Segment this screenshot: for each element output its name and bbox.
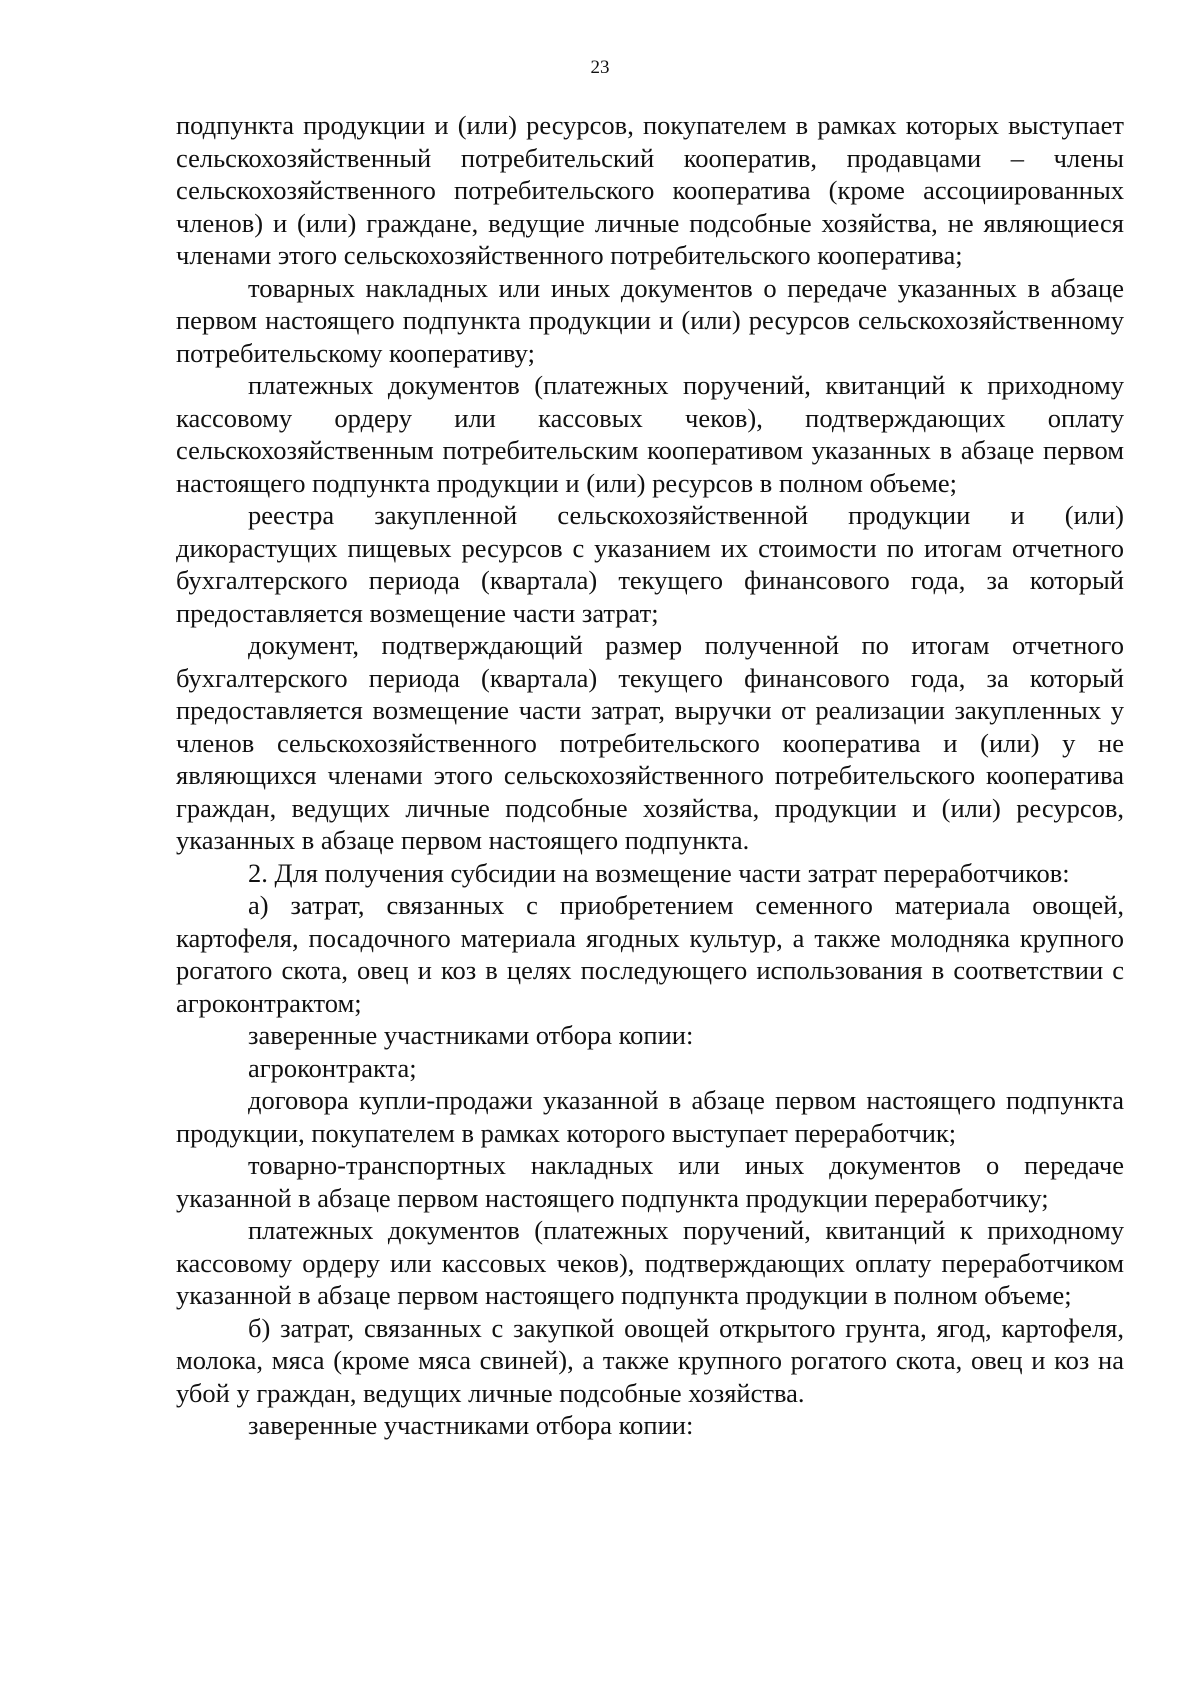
paragraph-certified-copies-2: заверенные участниками отбора копии:	[248, 1410, 694, 1440]
paragraph-sales-contract: договора купли-продажи указанной в абзаце первом настоящего подпункта продукции, покупателем в рамках которого выступает переработчик;	[176, 1085, 1124, 1148]
paragraph-revenue-document: документ, подтверждающий размер полученной по итогам отчетного бухгалтерского периода (квартала) текущего финансового года, за который предоставляется возмещение части затрат, выручки от реализации закупленных у членов сельскохозяйственного потребительского кооператива и (или) у не являющихся членами этого сельскохозяйственного потребительского кооператива граждан, ведущих личные подсобные хозяйства, продукции и (или) ресурсов, указанных в абзаце первом настоящего подпункта.	[176, 630, 1124, 855]
paragraph-transport-waybills: товарно-транспортных накладных или иных документов о передаче указанной в абзаце первом настоящего подпункта продукции переработчику;	[176, 1150, 1124, 1213]
paragraph-waybills: товарных накладных или иных документов о передаче указанных в абзаце первом настоящего подпункта продукции и (или) ресурсов сельскохозяйственному потребительскому кооперативу;	[176, 272, 1124, 368]
paragraph-agrocontract: агроконтракта;	[248, 1052, 417, 1083]
paragraph-item-b: б) затрат, связанных с закупкой овощей открытого грунта, ягод, картофеля, молока, мяса (кроме мяса свиней), а также крупного рогатого скота, овец и коз на убой у граждан, ведущих личные подсобные хозяйства.	[176, 1312, 1124, 1408]
paragraph-continuation: подпункта продукции и (или) ресурсов, покупателем в рамках которых выступает сельскохозяйственный потребительский кооператив, продавцами – члены сельскохозяйственного потребительского кооператива (кроме ассоциированных членов) и (или) граждане, ведущие личные подсобные хозяйства, не являющиеся членами этого сельскохозяйственного потребительского кооператива;	[176, 110, 1124, 270]
paragraph-item-a: а) затрат, связанных с приобретением семенного материала овощей, картофеля, посадочного материала ягодных культур, а также молодняка крупного рогатого скота, овец и коз в целях последующего использования в соответствии с агроконтрактом;	[176, 890, 1124, 1018]
paragraph-purchase-registry: реестра закупленной сельскохозяйственной продукции и (или) дикорастущих пищевых ресурсов с указанием их стоимости по итогам отчетного бухгалтерского периода (квартала) текущего финансового года, за который предоставляется возмещение части затрат;	[176, 500, 1124, 628]
document-body	[176, 109, 1124, 1442]
paragraph-payment-documents: платежных документов (платежных поручений, квитанций к приходному кассовому ордеру или кассовых чеков), подтверждающих оплату сельскохозяйственным потребительским кооперативом указанных в абзаце первом настоящего подпункта продукции и (или) ресурсов в полном объеме;	[176, 370, 1124, 498]
paragraph-section-2-heading: 2. Для получения субсидии на возмещение части затрат переработчиков:	[248, 857, 1070, 888]
paragraph-certified-copies: заверенные участниками отбора копии:	[248, 1020, 694, 1050]
page-number: 23	[590, 57, 610, 78]
paragraph-processor-payment-documents: платежных документов (платежных поручений, квитанций к приходному кассовому ордеру или кассовых чеков), подтверждающих оплату переработчиком указанной в абзаце первом настоящего подпункта продукции в полном объеме;	[176, 1215, 1124, 1310]
